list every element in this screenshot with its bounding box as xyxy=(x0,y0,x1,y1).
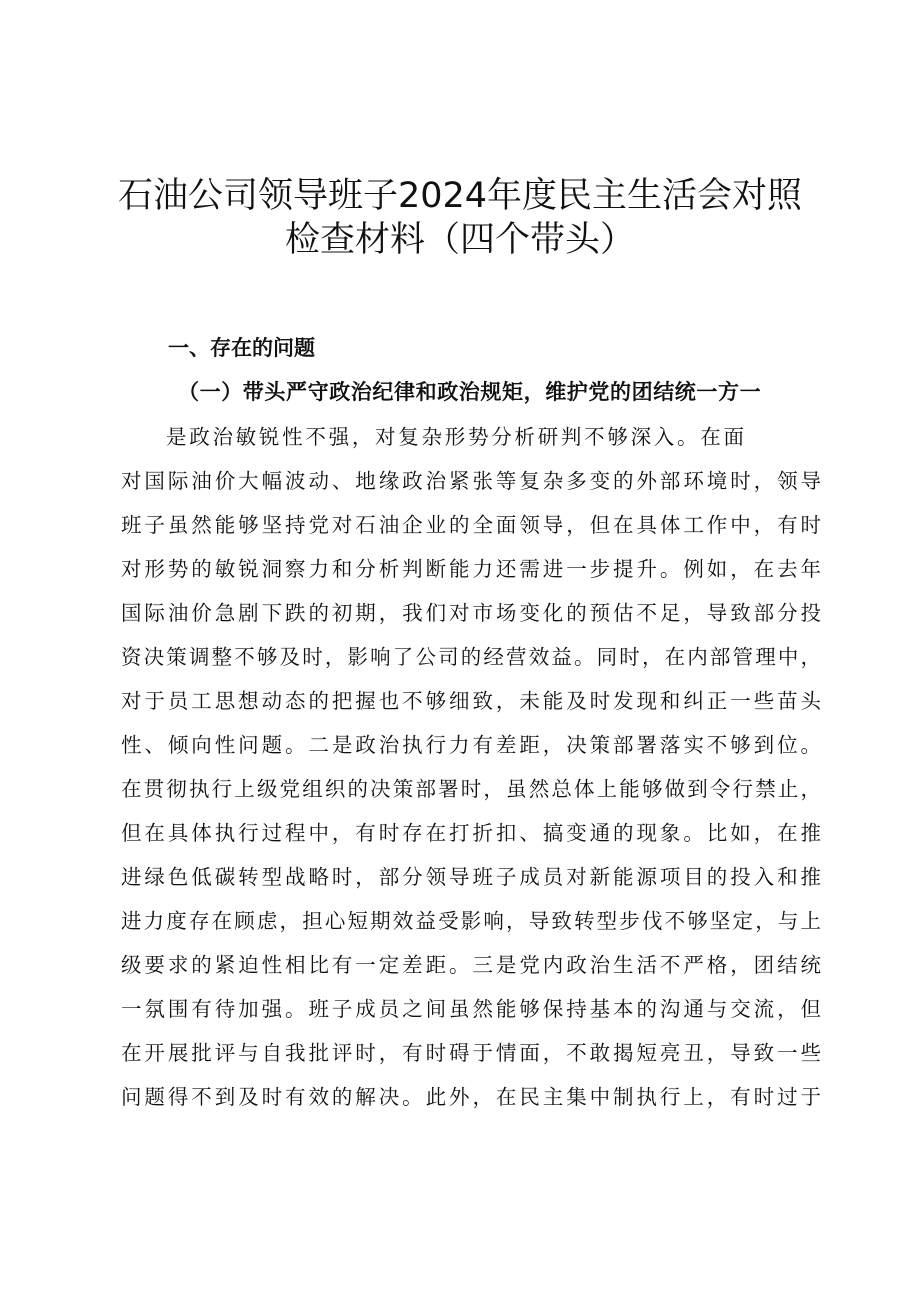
body-line: 性、倾向性问题。二是政治执行力有差距，决策部署落实不够到位。 xyxy=(121,733,821,757)
body-line: 在开展批评与自我批评时，有时碍于情面，不敢揭短亮丑，导致一些 xyxy=(121,1041,821,1065)
subsection-heading: （一）带头严守政治纪律和政治规矩，维护党的团结统一方一 xyxy=(178,380,762,404)
body-line: 对于员工思想动态的把握也不够细致，未能及时发现和纠正一些苗头 xyxy=(121,689,821,713)
body-line: 一氛围有待加强。班子成员之间虽然能够保持基本的沟通与交流，但 xyxy=(121,997,821,1021)
body-line: 是政治敏锐性不强，对复杂形势分析研判不够深入。在面 xyxy=(166,425,744,449)
document-title-line-2: 检查材料（四个带头） xyxy=(284,220,635,260)
body-line: 资决策调整不够及时，影响了公司的经营效益。同时，在内部管理中， xyxy=(121,645,821,669)
body-line: 但在具体执行过程中，有时存在打折扣、搞变通的现象。比如，在推 xyxy=(121,821,821,845)
body-line: 问题得不到及时有效的解决。此外，在民主集中制执行上，有时过于 xyxy=(121,1085,821,1109)
body-line: 进力度存在顾虑，担心短期效益受影响，导致转型步伐不够坚定，与上 xyxy=(121,909,821,933)
body-line: 班子虽然能够坚持党对石油企业的全面领导，但在具体工作中，有时 xyxy=(121,513,821,537)
body-line: 对国际油价大幅波动、地缘政治紧张等复杂多变的外部环境时，领导 xyxy=(121,469,821,493)
body-line: 在贯彻执行上级党组织的决策部署时，虽然总体上能够做到令行禁止， xyxy=(121,777,821,801)
body-line: 级要求的紧迫性相比有一定差距。三是党内政治生活不严格，团结统 xyxy=(121,953,821,977)
body-line: 进绿色低碳转型战略时，部分领导班子成员对新能源项目的投入和推 xyxy=(121,865,821,889)
body-line: 国际油价急剧下跌的初期，我们对市场变化的预估不足，导致部分投 xyxy=(121,601,821,625)
document-title-line-1: 石油公司领导班子2024年度民主生活会对照 xyxy=(117,176,803,216)
section-heading: 一、存在的问题 xyxy=(168,336,315,360)
body-line: 对形势的敏锐洞察力和分析判断能力还需进一步提升。例如，在去年 xyxy=(121,557,821,581)
